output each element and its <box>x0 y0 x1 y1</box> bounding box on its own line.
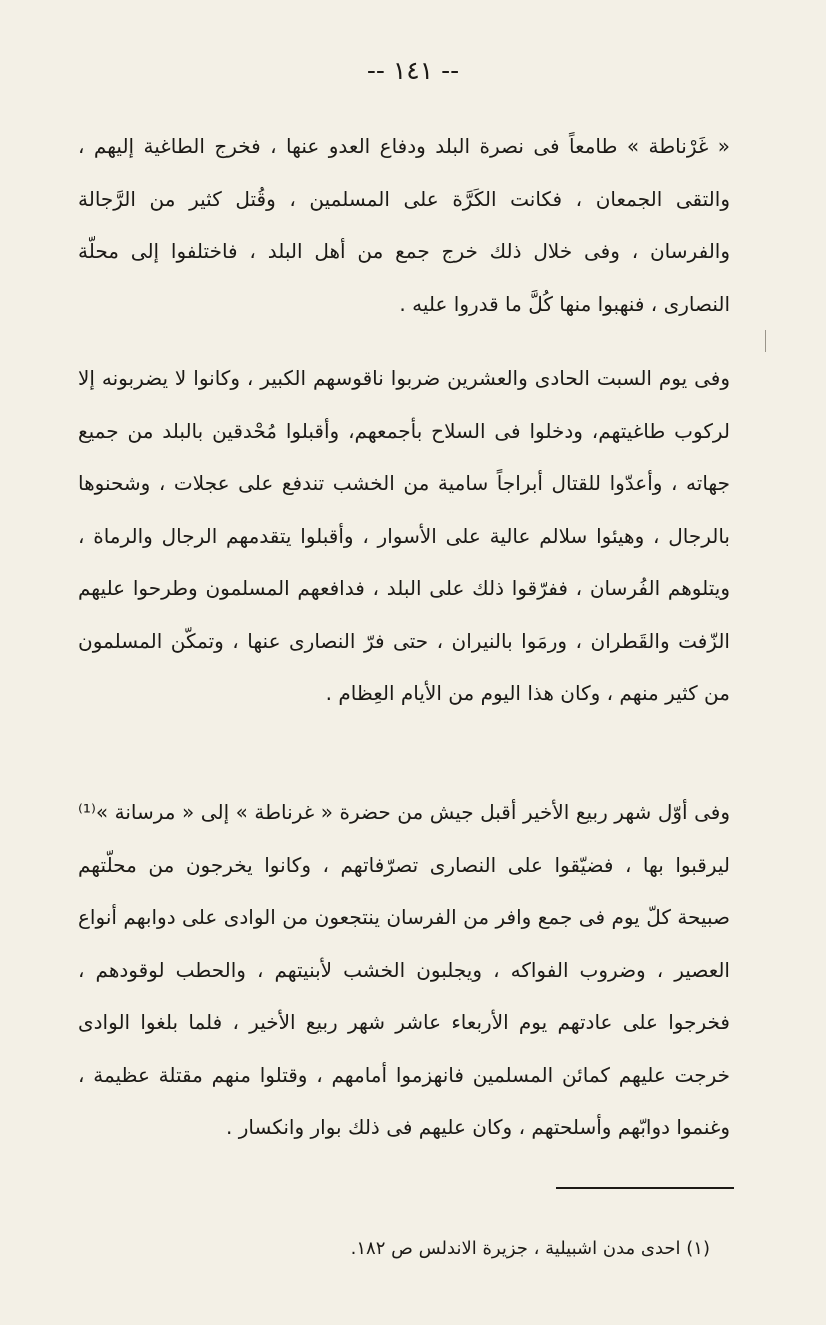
paragraph-2 <box>78 352 730 720</box>
footnote-divider <box>556 1187 734 1189</box>
paragraph-1 <box>78 120 730 330</box>
page-number: -- ١٤١ -- <box>366 56 460 85</box>
footnote: (١) احدى مدن اشبيلية ، جزيرة الاندلس ص ١٨٢. <box>350 1238 710 1259</box>
paragraph-text: وفى يوم السبت الحادى والعشرين ضربوا ناقوسهم الكبير ، وكانوا لا يضربونه إلا لركوب طاغيتهم، ودخلوا فى السلاح بأجمعهم، وأقبلوا مُحْدقين بالبلد من جميع جهاته ، وأعدّوا للقتال أبراجاً سامية من الخشب تندفع على عجلات ، وشحنوها بالرجال ، وهيئوا سلالم عالية على الأسوار ، وأقبلوا يتقدمهم الرجال والرماة ، ويتلوهم الفُرسان ، ففرّقوا ذلك على البلد ، فدافعهم المسلمون وطرحوا عليهم الزّفت والقَطران ، ورمَوا بالنيران ، حتى فرّ النصارى عنها ، وتمكّن المسلمون من كثير منهم ، وكان هذا اليوم من الأيام العِظام . <box>78 366 730 705</box>
paragraph-text: وفى أوّل شهر ربيع الأخير أقبل جيش من حضرة « غرناطة » إلى « مرسانة »⁽¹⁾ ليرقبوا بها ، فضيّقوا على النصارى تصرّفاتهم ، وكانوا يخرجون من محلّتهم صبيحة كلّ يوم فى جمع وافر من الفرسان ينتجعون من الوادى على دوابهم أنواع العصير ، وضروب الفواكه ، ويجلبون الخشب لأبنيتهم ، والحطب لوقودهم ، فخرجوا على عادتهم يوم الأربعاء عاشر شهر ربيع الأخير ، فلما بلغوا الوادى خرجت عليهم كمائن المسلمين فانهزموا أمامهم ، وقتلوا منهم مقتلة عظيمة ، وغنموا دوابّهم وأسلحتهم ، وكان عليهم فى ذلك بوار وانكسار . <box>78 800 730 1139</box>
paragraph-3 <box>78 786 730 1154</box>
paragraph-text: « غَرْناطة » طامعاً فى نصرة البلد ودفاع العدو عنها ، فخرج الطاغية إليهم ، والتقى الجمعان ، فكانت الكَرَّة على المسلمين ، وقُتل كثير من الرَّجالة والفرسان ، وفى خلال ذلك خرج جمع من أهل البلد ، فاختلفوا إلى محلّة النصارى ، فنهبوا منها كُلَّ ما قدروا عليه . <box>78 134 730 316</box>
margin-mark <box>765 330 767 352</box>
